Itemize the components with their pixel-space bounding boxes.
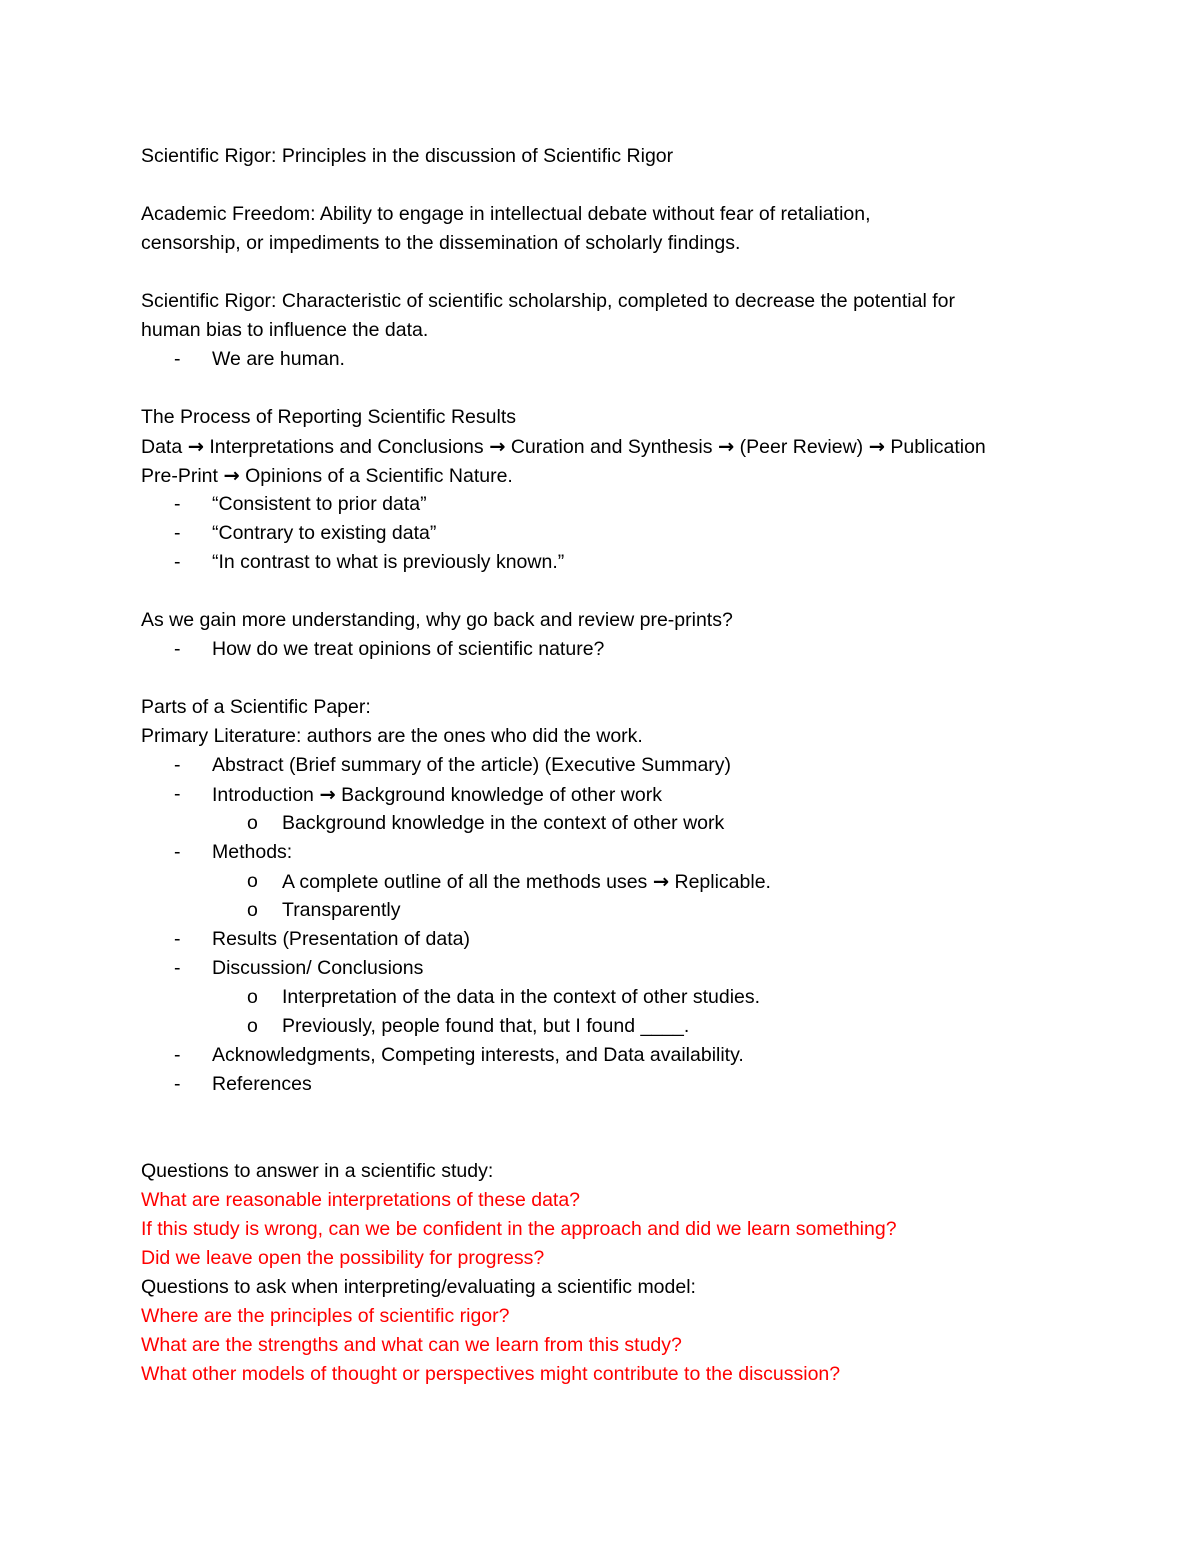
scientific-rigor-line-2: human bias to influence the data. [141, 319, 429, 341]
model-question: What are the strengths and what can we learn from this study? [141, 1334, 682, 1356]
preprint-flow [141, 461, 1200, 490]
bullet-item-abstract: - Abstract (Brief summary of the article) (Executive Summary) [141, 751, 1200, 780]
bullet-item: - “In contrast to what is previously known.” [141, 548, 1200, 577]
arrow-right-icon: → [717, 435, 735, 458]
sub-bullet-item [141, 867, 1200, 896]
spacer [141, 664, 1200, 693]
understanding-question: As we gain more understanding, why go back and review pre-prints? [141, 609, 733, 631]
flow-step: Interpretations and Conclusions [209, 436, 484, 458]
flow-step: Data [141, 436, 183, 458]
introduction-detail: Background knowledge of other work [341, 784, 662, 806]
arrow-right-icon: → [868, 435, 885, 458]
spacer [141, 1099, 1200, 1157]
spacer [141, 258, 1200, 287]
bullet-item-references: - References [141, 1070, 1200, 1099]
spacer [141, 171, 1200, 200]
document-title: Scientific Rigor: Principles in the discussion of Scientific Rigor [141, 145, 674, 167]
flow-step: Curation and Synthesis [510, 436, 713, 458]
bullet-item-acknowledgments: - Acknowledgments, Competing interests, and Data availability. [141, 1041, 1200, 1070]
bullet-item-results: - Results (Presentation of data) [141, 925, 1200, 954]
flow-step: Pre-Print [141, 465, 218, 487]
model-question: What other models of thought or perspectives might contribute to the discussion? [141, 1363, 841, 1385]
bullet-item: - “Consistent to prior data” [141, 490, 1200, 519]
bullet-item-methods: - Methods: [141, 838, 1200, 867]
study-question: Did we leave open the possibility for progress? [141, 1247, 545, 1269]
arrow-right-icon: → [223, 464, 240, 487]
primary-literature: Primary Literature: authors are the ones who did the work. [141, 725, 643, 747]
model-question: Where are the principles of scientific rigor? [141, 1305, 510, 1327]
academic-freedom-line-1: Academic Freedom: Ability to engage in intellectual debate without fear of retaliation, [141, 203, 871, 225]
flow-step: (Peer Review) [739, 436, 864, 458]
study-questions-heading: Questions to answer in a scientific study: [141, 1160, 494, 1182]
methods-result: Replicable. [674, 871, 771, 893]
spacer [141, 374, 1200, 403]
arrow-right-icon: → [489, 435, 506, 458]
introduction-label: Introduction [212, 784, 314, 806]
scientific-rigor-line-1: Scientific Rigor: Characteristic of scientific scholarship, completed to decrease the potential for [141, 290, 955, 312]
bullet-item-introduction [141, 780, 1200, 809]
sub-bullet-item: o Interpretation of the data in the context of other studies. [141, 983, 1200, 1012]
methods-detail: A complete outline of all the methods uses [282, 871, 648, 893]
sub-bullet-item: o Background knowledge in the context of other work [141, 809, 1200, 838]
sub-bullet-item: o Transparently [141, 896, 1200, 925]
study-question: What are reasonable interpretations of these data? [141, 1189, 581, 1211]
flow-step: Opinions of a Scientific Nature. [245, 465, 513, 487]
paper-heading: Parts of a Scientific Paper: [141, 696, 371, 718]
process-heading: The Process of Reporting Scientific Results [141, 406, 516, 428]
arrow-right-icon: → [319, 783, 336, 806]
bullet-item-discussion: - Discussion/ Conclusions [141, 954, 1200, 983]
flow-step: Publication [890, 436, 986, 458]
bullet-item: - “Contrary to existing data” [141, 519, 1200, 548]
bullet-item: - We are human. [141, 345, 1200, 374]
spacer [141, 577, 1200, 606]
academic-freedom-line-2: censorship, or impediments to the dissemination of scholarly findings. [141, 232, 741, 254]
arrow-right-icon: → [187, 435, 204, 458]
arrow-right-icon: → [652, 870, 670, 893]
model-questions-heading: Questions to ask when interpreting/evaluating a scientific model: [141, 1276, 696, 1298]
process-flow [141, 432, 1200, 461]
study-question: If this study is wrong, can we be confident in the approach and did we learn something? [141, 1218, 897, 1240]
bullet-item: - How do we treat opinions of scientific nature? [141, 635, 1200, 664]
sub-bullet-item: o Previously, people found that, but I found ____. [141, 1012, 1200, 1041]
